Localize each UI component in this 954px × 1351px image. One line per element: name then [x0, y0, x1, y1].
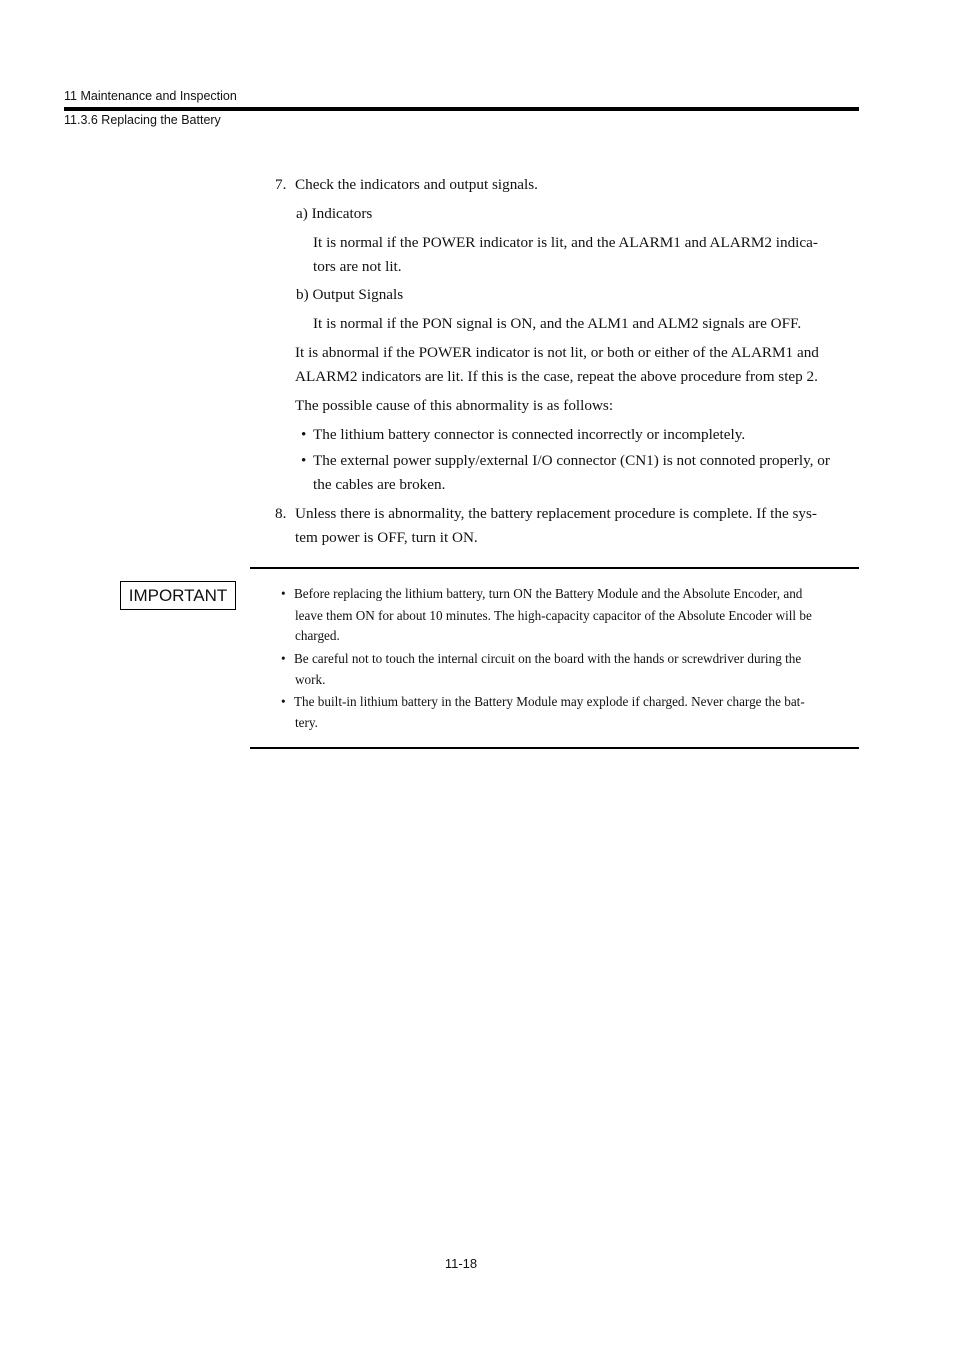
cause-intro: The possible cause of this abnormality is as follows: [295, 397, 614, 414]
important-bullet-1-line3: charged. [295, 628, 340, 643]
bullet-icon: • [281, 651, 286, 666]
section-heading: 11.3.6 Replacing the Battery [64, 113, 221, 127]
cause-bullet-2-line1: The external power supply/external I/O connector (CN1) is not connoted properly, or [313, 452, 830, 469]
indicators-text-line1: It is normal if the POWER indicator is lit, and the ALARM1 and ALARM2 indica- [313, 234, 818, 251]
important-label: IMPORTANT [120, 581, 236, 610]
important-bullet-3-line1: The built-in lithium battery in the Battery Module may explode if charged. Never charge the bat- [294, 694, 805, 709]
bullet-icon: • [301, 426, 307, 443]
chapter-heading: 11 Maintenance and Inspection [64, 89, 237, 103]
indicators-heading: a) Indicators [296, 205, 373, 222]
abnormal-text-line2: ALARM2 indicators are lit. If this is the case, repeat the above procedure from step 2. [295, 368, 818, 385]
output-signals-text: It is normal if the PON signal is ON, and the ALM1 and ALM2 signals are OFF. [313, 315, 802, 332]
output-signals-heading: b) Output Signals [296, 286, 404, 303]
important-top-rule [250, 567, 859, 569]
important-bullet-2-line1: Be careful not to touch the internal circuit on the board with the hands or screwdriver during the [294, 651, 802, 666]
important-bullet-2-line2: work. [295, 672, 326, 687]
step-8-text-line1: Unless there is abnormality, the battery replacement procedure is complete. If the sys- [295, 505, 817, 522]
header-rule [64, 107, 859, 111]
important-bullet-1-line2: leave them ON for about 10 minutes. The high-capacity capacitor of the Absolute Encoder will be [295, 608, 812, 623]
step-8-text-line2: tem power is OFF, turn it ON. [295, 529, 478, 546]
indicators-text-line2: tors are not lit. [313, 258, 402, 275]
important-bullet-3-line2: tery. [295, 715, 318, 730]
page-number: 11-18 [444, 1256, 478, 1271]
bullet-icon: • [281, 586, 286, 601]
step-7-number: 7. [275, 176, 287, 193]
important-bottom-rule [250, 747, 859, 749]
step-8-number: 8. [275, 505, 287, 522]
cause-bullet-1: The lithium battery connector is connected incorrectly or incompletely. [313, 426, 746, 443]
cause-bullet-2-line2: the cables are broken. [313, 476, 446, 493]
bullet-icon: • [281, 694, 286, 709]
bullet-icon: • [301, 452, 307, 469]
abnormal-text-line1: It is abnormal if the POWER indicator is not lit, or both or either of the ALARM1 and [295, 344, 819, 361]
important-bullet-1-line1: Before replacing the lithium battery, turn ON the Battery Module and the Absolute Encoder, and [294, 586, 803, 601]
step-7-text: Check the indicators and output signals. [295, 176, 538, 193]
